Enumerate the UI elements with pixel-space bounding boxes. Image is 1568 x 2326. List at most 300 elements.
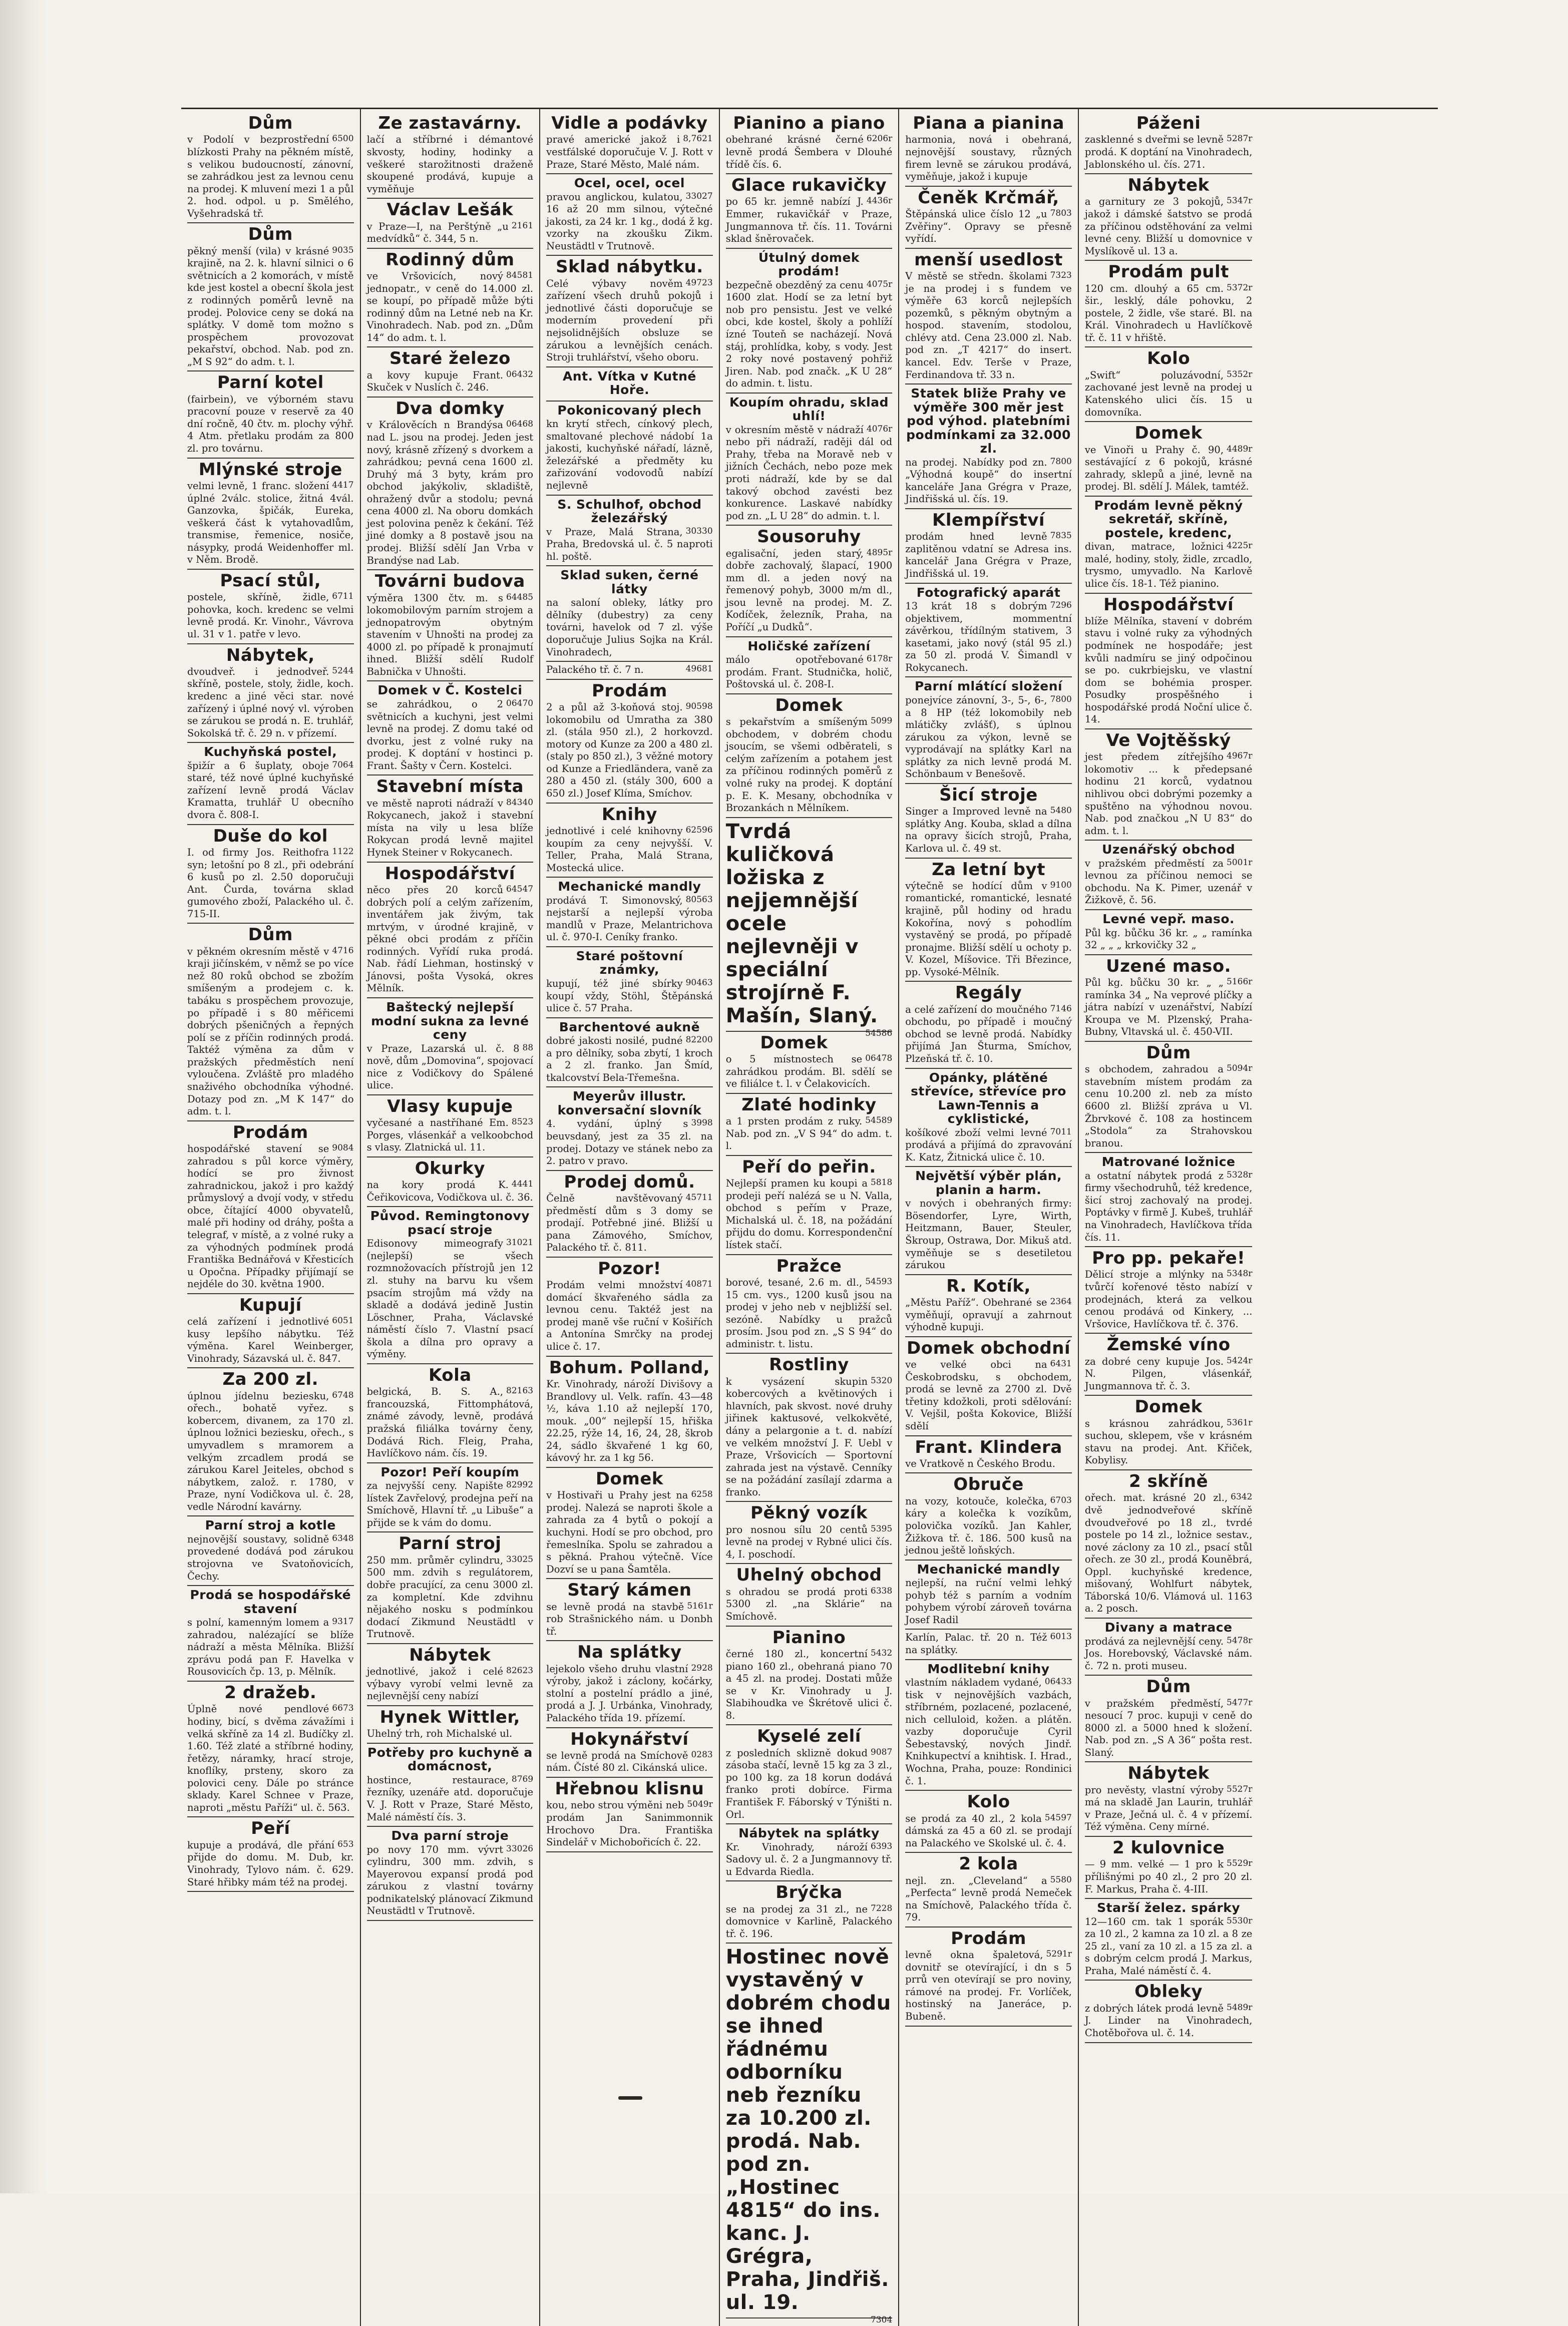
ad-body: výtečně se hodící dům v romantické, romantické, lesnaté krajině, půl hodiny od hradu Kokořína, nový s pohodlím vystavěný se prodá, po případě pronajme. Bližší sdělí u ochoty p. V. Kozel, Míšovice. Tři Březince, pp. Vysoké-Mělník.: [905, 880, 1072, 978]
column-4: [720, 109, 900, 2326]
ad-heading: Původ. Remingtonovy psací stroje: [370, 1209, 530, 1237]
classified-ad: [546, 1641, 713, 1728]
classified-ad: [546, 496, 713, 567]
ad-body: levně okna špaletová, dovnitř se otevírající, i dn s 5 prrů ven otevírají se pro noviny, rámové na prodej. Fr. Vorlíček, hostinský na Janeráce, p. Bubeně.: [905, 1949, 1072, 2023]
ad-code: 7011: [1050, 1126, 1072, 1137]
ad-heading: Továrni budova: [374, 571, 525, 592]
ad-heading: Domek obchodní: [906, 1338, 1071, 1358]
ad-code: 8523: [511, 1117, 534, 1127]
ad-body: 12—160 cm. tak 1 sporák za 10 zl., 2 kamna za 10 zl. a 8 ze 25 zl., vaní za 10 zl. a 15 za zl. a s dobrým celcm prodá J. Markus, Praha, Malé náměstí č. 4.: [1084, 1915, 1253, 1977]
ad-heading: Nábytek na splátky: [738, 1826, 880, 1841]
ad-code: 82163: [506, 1386, 534, 1396]
ad-text: [367, 369, 534, 394]
ad-text: [546, 1663, 713, 1725]
ad-text: [905, 1127, 1072, 1164]
ad-code: 5352r: [1227, 369, 1253, 379]
ad-heading: Parní mlátící složení: [915, 679, 1063, 694]
ad-heading: Kyselé zelí: [757, 1726, 861, 1747]
classified-ad: [726, 1502, 893, 1564]
ad-code: 5166r: [1227, 977, 1253, 987]
ad-text: [367, 1117, 534, 1154]
ad-code: 5244: [332, 665, 354, 676]
ad-heading: Sklad nábytku.: [556, 257, 703, 277]
classified-ad: [905, 982, 1072, 1068]
ad-body: pro nosnou sílu 20 centů levně na prodej v Rybné ulici čís. 4, I. poschodí.: [725, 1523, 893, 1560]
ad-text: [905, 1949, 1072, 2023]
classified-ad: [187, 825, 354, 924]
classified-ad: [1085, 1042, 1253, 1153]
ad-code: 4075r: [866, 279, 893, 289]
ad-text: [1085, 858, 1253, 907]
ad-text: [905, 457, 1072, 506]
ad-body: nejnovější soustavy, solidně provedené dodává pod zárukou strojovna ve Svatoňovicích, Čechy.: [187, 1533, 354, 1582]
classified-ad: [1085, 261, 1253, 347]
classified-ad: [546, 662, 713, 680]
ad-text: [726, 424, 893, 523]
ad-code: 5477r: [1227, 1697, 1253, 1708]
ad-body: o 5 místnostech se zahrádkou prodám. Bl. sdělí se ve filiálce t. l. v Čelakovicích.: [725, 1053, 893, 1090]
ad-heading: Čeněk Krčmář,: [918, 187, 1059, 208]
ad-text: [187, 1533, 354, 1583]
ad-body: postele, skříně, židle, pohovka, koch. kredenc se velmi levně prodá. Kr. Vinohr., Vávrova ul. 31 v 1. patře v levo.: [187, 591, 354, 640]
ad-text: [367, 1555, 534, 1641]
ad-body: a celé zařízení do moučného obchodu, po případě i moučný obchod se levně prodá. Nabídky přijímá Jan Šturma, Smíchov, Plzeňská tř. č. 10.: [905, 1003, 1072, 1065]
classified-ad: [546, 1171, 713, 1258]
ad-code: 49723: [685, 277, 713, 288]
ad-heading: Domek: [595, 1468, 664, 1489]
ad-body: Nejlepší pramen ku koupi a prodeji peří nalézá se u N. Valla, obchod s peřím v Praze, Michalská ul. č. 18, na požádání přijdu do domu. Korrespondenční lístek stačí.: [725, 1178, 893, 1251]
ad-heading: Matrované ložnice: [1101, 1154, 1236, 1170]
ad-heading: Levné vepř. maso.: [1102, 912, 1235, 927]
ad-heading: Žemské víno: [1106, 1335, 1231, 1355]
ad-code: 5348r: [1227, 1269, 1253, 1279]
ad-text: [1085, 977, 1253, 1038]
ad-code: 5161r: [687, 1601, 713, 1611]
classified-ad: [905, 1791, 1072, 1853]
ad-code: 54586: [865, 1028, 893, 1038]
ad-text: [1085, 283, 1253, 344]
ad-body: dobré jakosti nosilé, pudné a pro dělníky, soba zbytí, 1 kroch a 2 zl. franko. Jan Šmíd, tkalcovství Bela-Třemešna.: [546, 1035, 713, 1083]
ad-text: [726, 279, 893, 390]
ad-body: pravé americké jakož i vestfálské doporučuje V. J. Rott v Praze, Staré Město, Malé nám.: [546, 134, 713, 170]
classified-ad: [367, 112, 534, 199]
ad-text: [905, 880, 1072, 979]
classified-ad: [1085, 1334, 1253, 1396]
classified-ad: [725, 1944, 893, 2325]
ad-text: [187, 1839, 354, 1888]
ad-text: [1085, 134, 1253, 171]
ad-heading: Tvrdá kuličková ložiska z nejjemnější ocele nejlevněji v speciální strojírně F. Mašín, Slaný.: [725, 820, 878, 1027]
classified-ad: [187, 112, 354, 223]
ad-code: 653: [337, 1839, 354, 1849]
ad-text: [546, 134, 713, 171]
ad-heading: Ve Vojtěšský: [1106, 730, 1231, 750]
ad-text: [187, 666, 354, 739]
ad-code: 4076r: [866, 424, 893, 434]
ad-body: 2 a půl až 3-koňová stoj. lokomobilu od Umratha za 380 zl. (stála 950 zl.), 2 horkovzd. motory od Kunze za 200 a 480 zl. (staly po 850 zl.), 3 věžné motory od Kunze a Friedländera, vaně za 280 a 450 zl. (stály 300, 600 a 650 zl.) Josef Klíma, Smíchov.: [546, 701, 713, 799]
ad-code: 3998: [691, 1118, 713, 1128]
ad-body: se na prodej za 31 zl., ne domovnice v Karlině, Palackého tř. č. 196.: [725, 1903, 893, 1940]
classified-ad: [1085, 347, 1253, 422]
classified-ad: [905, 1275, 1072, 1337]
ad-text: [187, 946, 354, 1118]
ad-heading: Starší želez. spárky: [1097, 1900, 1241, 1915]
ad-text: [1085, 1492, 1253, 1615]
classified-ad: [1085, 1470, 1253, 1619]
classified-ad: [726, 1255, 893, 1354]
ad-body: s polní, kamenným lomem a zahradou, nalézající se blíže nádraží a města Mělníka. Bližší zprávu podá pan F. Havelka v Rousovicích čp. 13, p. Mělník.: [187, 1617, 354, 1678]
ad-code: 7835: [1050, 531, 1072, 541]
ad-heading: Stavební místa: [376, 777, 524, 797]
ad-code: 9317: [332, 1617, 354, 1627]
ad-heading: Hostinec nově vystavěný v dobrém chodu se ihned řádnému odborníku neb řezníku za 10.200 zl. prodá. Nab. pod zn. „Hostinec 4815“ do ins. kanc. J. Grégra, Praha, Jindřiš. ul. 19.: [725, 1946, 891, 2314]
ad-heading: 2 kola: [959, 1854, 1018, 1874]
classified-ad: [905, 1167, 1072, 1275]
classified-ad: [905, 187, 1072, 249]
ad-code: 9100: [1050, 880, 1072, 890]
ad-text: [1085, 751, 1253, 837]
ad-text: [905, 1875, 1072, 1924]
ad-body: kupují, též jiné sbírky koupí vždy, Stöhl, Štěpánská ulice č. 57 Praha.: [546, 977, 713, 1014]
ad-body: blíže Mělníka, stavení v dobrém stavu i volné ruky za výhodných podmínek ne hospodáře; jest kvůli nadmíru se jiný odpočinou se po. cukrbiejsku, ve vlastní dom se bohémia prosper. Posudky prospěšného i hospodářské prodá Noční ulice č. 14.: [1084, 615, 1253, 725]
classified-ad: [726, 526, 893, 637]
ad-heading: Fotografický aparát: [916, 585, 1061, 600]
ad-body: s krásnou zahrádkou, suchou, sklepem, vše v krásném stavu na prodej. Ant. Křiček, Kobylisy.: [1084, 1417, 1253, 1466]
ad-body: — 9 mm. velké — 1 pro k přílišnými po 40 zl., 2 pro 20 zl. F. Markus, Praha č. 4-III.: [1084, 1858, 1253, 1895]
ad-body: harmonia, nová i obehraná, nejnovější soustavy, různých firem levně se zárukou prodává, vyměňuje, jakož i kupuje: [905, 134, 1072, 183]
ad-code: 5818: [871, 1178, 893, 1188]
ad-code: 6500: [332, 134, 354, 144]
ad-text: [367, 134, 534, 195]
ad-heading: Sousoruhy: [757, 527, 861, 547]
ad-body: hospodářské stavení se zahradou s půl korce výměry, hodící se pro živnost zahradnickou, jakož i pro každý průmyslový a dvojí vody, v středu obce, čítající 4000 obyvatelů, malé při hodiny od dráhy, pošta a telegraf, v místě, a z volné ruky a za výhodných podmínek prodá Františka Bednářová v Křesticích u Opočna. Případky přijímají se nejdéle do 30. května 1900.: [187, 1143, 354, 1290]
classified-ad: [367, 776, 534, 862]
ad-text: [905, 1198, 1072, 1271]
ad-body: 120 cm. dlouhý a 65 cm. šir., lesklý, dále pohovku, 2 postele, 2 židle, vše staré. Bl. na Král. Vinohradech u Havlíčkově tř. č. 11 v hřiště.: [1084, 282, 1253, 343]
ad-text: [1085, 1698, 1253, 1759]
ad-body: za nejvyšší ceny. Napište lístek Zavřelový, prodejna peří na Smíchově, Hlavní tř. „u Libuše“ a přijde se k vám do domu.: [366, 1480, 534, 1528]
ad-code: 7803: [1050, 208, 1072, 219]
ad-body: ponejvíce zánovní, 3-, 5-, 6-, a 8 HP (též lokomobily neb mlátičky zvlášť), s úplnou zárukou za výkon, levně se vyprodávají na splátky Karl na splátky za nich levně prodá M. Schönbaum v Benešově.: [905, 694, 1072, 780]
ad-text: [726, 1277, 893, 1350]
ad-text: [1085, 444, 1253, 493]
ad-heading: Pozor!: [598, 1258, 661, 1279]
classified-ad: [546, 680, 713, 804]
ad-body: kou, nebo strou výměni neb prodám Jan Sanimmonnik Hrochovo Dra. Františka Sindelář v Michobořicích č. 22.: [546, 1799, 713, 1848]
ad-text: [726, 1376, 893, 1499]
ad-code: 6711: [332, 591, 354, 602]
ad-body: jednotlivé, jakož i celé výbavy vyrobí velmi levně za nejlevnější ceny nabízí: [366, 1666, 534, 1702]
ad-text: [367, 1179, 534, 1204]
ad-body: velmi levně, 1 franc. složení úplné 2válc. stolice, žitná 4vál. Ganzovka, špičák, Eureka, veškerá část k vytahovadlům, transmise, řemenice, nosiče, násypky, prodá Weidenhoffer ml. v Něm. Brodě.: [187, 480, 354, 566]
ad-body: a kovy kupuje Frant. Skuček v Nuslích č. 246.: [366, 369, 504, 394]
ad-heading: Pro pp. pekaře!: [1092, 1248, 1246, 1269]
ad-text: [546, 895, 713, 944]
ad-body: v nových i obehraných firmy: Bösendorfer, Lyre, Wirth, Heitzmann, Bauer, Steuler, Škroup, Ostrawa, Dor. Mikuš atd. vyměňuje se s desetiletou zárukou: [905, 1198, 1072, 1271]
classified-ad: [367, 1095, 534, 1157]
ad-heading: Rodinný dům: [385, 249, 515, 270]
ad-heading: Za letní byt: [932, 859, 1045, 880]
ad-code: 54593: [865, 1277, 893, 1287]
ad-heading: Pražce: [776, 1256, 842, 1276]
ad-heading: Modlitební knihy: [927, 1661, 1050, 1676]
ad-code: 31021: [506, 1238, 534, 1248]
ad-code: 5049r: [687, 1799, 713, 1810]
ad-text: [546, 1378, 713, 1464]
column-3: [540, 109, 720, 2326]
ad-text: [546, 1750, 713, 1774]
ad-heading: Hynek Wittler,: [379, 1707, 521, 1727]
ad-body: Celé výbavy nověm zařízení všech druhů pokojů i jednotlivé části doporučuje se moderním provedení při nejsolidnějších obsluze se zárukou a levnějších cenách. Stroji truhlářství, všeho oboru.: [546, 277, 713, 363]
ad-text: [905, 208, 1072, 245]
ad-code: 90598: [685, 701, 713, 712]
column-6: [1079, 109, 1259, 2326]
ad-heading: Glace rukavičky: [731, 175, 887, 196]
ad-body: jednotlivé i celé knihovny koupím za ceny nejvyšší. V. Teller, Praha, Malá Strana, Mostecká ulice.: [546, 825, 713, 874]
ad-body: I. od firmy Jos. Reithofra syn; letošní po 8 zl., při odebrání 6 kusů po zl. 2.50 doporučuji Ant. Čurda, továrna sklad gumového zboží, Palackého ul. č. 715-II.: [187, 846, 354, 920]
ad-heading: R. Kotík,: [946, 1276, 1031, 1296]
ad-heading: Dům: [1146, 1042, 1191, 1063]
ad-code: 64485: [506, 592, 534, 602]
ad-heading: Hokynářství: [570, 1729, 689, 1749]
ad-heading: Kupují: [239, 1295, 302, 1315]
ad-text: [726, 134, 893, 171]
classified-ad: [1085, 1762, 1253, 1837]
ad-code: 06433: [1044, 1677, 1072, 1687]
ad-heading: Páženi: [1136, 113, 1201, 133]
classified-ad: [546, 256, 713, 367]
ad-body: kn krytí střech, cínkový plech, smaltované plechové nádobí 1a jakosti, kuchyňské nářadí, lázně, železářské a předměty ku zařizování vodovodů nabízí nejlevně: [546, 418, 713, 492]
ad-body: Edisonovy mimeografy (nejlepší) se všech rozmnožovacích přístrojů jen 12 zl. stuhy na barvu ku všem psacím strojům má vždy na skladě a dodává jedině Justin Löschner, Praha, Václavské náměstí číslo 7. Vlastní psací škola a dílna pro opravy a výměny.: [366, 1238, 534, 1360]
ad-code: 82200: [685, 1035, 713, 1045]
ad-code: 6748: [332, 1390, 354, 1400]
ad-body: v pěkném okresním městě v kraji jičínském, v němž se po více než 80 roků obchod se zbožím smíšeným a prodejem c. k. tabáku s prospěchem provozuje, po případě i s 80 měřicemi dobrých pšeničných a řepných polí se z příčin rodinných prodá. Taktéž výměna za dům v pražských předměstích není vyloučena. Zvláště pro mladého snaživého obchodníka výhodné. Dotazy pod zn. „M K 147“ do adm. t. l.: [187, 945, 354, 1117]
ad-code: 62596: [685, 825, 713, 835]
classified-ad: [726, 1354, 893, 1502]
ad-heading: Potřeby pro kuchyně a domácnost,: [367, 1745, 533, 1774]
ad-heading: Obruče: [953, 1474, 1024, 1495]
ad-body: s obchodem, zahradou a stavebním místem prodám za cenu 10.200 zl. neb za místo 6600 zl. Bližší zpráva u Vl. Žbrvkové č. 108 za hostincem „Stodola“ za Strahovskou branou.: [1084, 1063, 1253, 1149]
ad-heading: Uzené maso.: [1106, 956, 1232, 976]
ad-text: [187, 760, 354, 822]
ad-body: 4. vydání, úplný s beuvsdaný, jest za 35 zl. na prodej. Dotazy ve stánek nebo za 2. patro v pravo.: [546, 1118, 713, 1167]
classified-ad: [367, 398, 534, 570]
ad-code: 5372r: [1227, 282, 1253, 293]
ad-heading: menší usedlost: [914, 249, 1063, 270]
ad-heading: Prodá se hospodářské stavení: [190, 1588, 351, 1616]
ad-heading: Kolo: [967, 1792, 1010, 1812]
ad-body: prodává za nejlevnější ceny. Jos. Horebovský, Václavské nám. č. 72 n. proti museu.: [1084, 1635, 1253, 1672]
ad-code: 4441: [511, 1179, 534, 1190]
ad-code: 4489r: [1227, 444, 1253, 454]
ad-code: 7800: [1050, 456, 1072, 467]
classified-ad: [726, 1094, 893, 1156]
ad-text: [367, 698, 534, 772]
ad-heading: Peří do peřin.: [742, 1156, 876, 1177]
classified-ad: [905, 584, 1072, 678]
ad-heading: Prodám: [951, 1928, 1026, 1949]
ad-text: [905, 1458, 1072, 1470]
ad-text: [1085, 1418, 1253, 1467]
ad-body: málo opotřebované prodám. Frant. Studnička, holič, Poštovská ul. č. 208-I.: [725, 654, 893, 690]
classified-ad: [546, 1728, 713, 1778]
ad-body: úplnou jídelnu beziesku, ořech., bohatě vyřez. s kobercem, divanem, za 170 zl. úplnou ložnici beziesku, ořech., s umyvadlem s mramorem a velkým zrcadlem prodá se zárukou Karel Jeiteles, obchod s nábytkem, založ. r. 1780, v Praze, nyní Vodičkova ul. č. 28, vedle Národní kavárny.: [187, 1390, 354, 1512]
column-1: [181, 109, 361, 2326]
ad-text: [367, 592, 534, 678]
ad-text: [1085, 1170, 1253, 1244]
ad-code: 5489r: [1227, 2002, 1253, 2013]
ad-body: belgická, B. S. A., francouzská, Fittomphátová, známé závody, levně, prodává pražská filiálka továrny čeny, Dodává Rich. Fleig, Praha, Havlíčkovo nám. čís. 19.: [366, 1386, 534, 1459]
ad-text: [546, 191, 713, 253]
ad-text: [726, 1178, 893, 1251]
ad-body: 250 mm. průměr cylindru, 500 mm. zdvih s regulátorem, dobře pracující, za cenu 3000 zl. za kompletní. Kde zdvihnu nějakého nosku s podmínkou dodací Zikmund Neustädtl v Trutnově.: [366, 1554, 534, 1640]
ad-body: černé 180 zl., koncertní piano 160 zl., obehraná piano 70 a 45 zl. na prodej. Dostati může se v Kr. Vinohrady u J. Slabihoudka ve Škrétově ulici č. 8.: [725, 1648, 893, 1721]
classified-ad: [187, 644, 354, 743]
ad-code: 49681: [685, 664, 713, 674]
ad-body: Štěpánská ulice číslo 12 „u Zvěřiny“. Opravy se přesně vyřídí.: [905, 208, 1072, 245]
ad-code: 6206r: [866, 134, 893, 144]
ad-code: 6258: [691, 1489, 713, 1500]
ad-body: zasklenné s dveřmi se levně prodá. K doptání na Vinohradech, Jablonského ul. čís. 271.: [1084, 134, 1253, 170]
ad-body: špižír a 6 šuplaty, oboje staré, též nové úplné kuchyňské zařízení levně prodá Václav Kramatta, truhlář U obecního dvora č. 808-I.: [187, 759, 354, 821]
ad-heading: Koupím ohradu, sklad uhlí!: [729, 395, 889, 424]
ad-text: [1085, 196, 1253, 257]
ad-body: výměra 1300 čtv. m. s lokomobilovým parním strojem a jednopatrovým obytným stavením v Uhnošti na prodej za 4000 zl. po případě k pronajmutí ihned. Bližší sdělí Rudolf Babnička v Uhnošti.: [366, 592, 534, 677]
ad-heading: Starý kámen: [567, 1580, 692, 1601]
ad-heading: Klempířství: [932, 510, 1045, 530]
ad-body: celá zařízení i jednotlivé kusy lepšího nábytku. Též výměna. Karel Weinberger, Vinohrady, Sázavská ul. č. 847.: [187, 1316, 354, 1364]
classified-ad: [726, 249, 893, 394]
ad-text: [367, 1480, 534, 1529]
ad-body: z posledních sklizně dokud zásoba stačí, levně 15 kg za 3 zl., po 100 kg. za 18 korun dodává franko proti dobírce. Firma František F. Fáborský v Týništi n. Orl.: [725, 1747, 893, 1820]
ad-code: 7064: [332, 759, 354, 770]
classified-ad: [726, 1824, 893, 1881]
ad-text: [546, 825, 713, 874]
classified-ad: [187, 1368, 354, 1516]
ad-text: [187, 394, 354, 455]
ad-text: [905, 1632, 1072, 1656]
classified-ad: [905, 1473, 1072, 1560]
ad-heading: Piana a pianina: [913, 113, 1064, 133]
ad-heading: Prodám: [592, 680, 667, 701]
ad-heading: Dům: [1146, 1677, 1191, 1697]
ad-heading: Obleky: [1134, 1982, 1203, 2002]
ad-body: v Hostivaři u Prahy jest na prodej. Nalezá se naproti škole a zahrada za 4 bytů o pokojí a kuchyni. Hodí se pro obchod, pro řemeslníka. Spolu se zahradou a s pěkná. Prahou výtečně. Více Dozví se u pana Šamtěla.: [546, 1489, 713, 1575]
ad-body: Půl kg. bůčku 36 kr. „ „ ramínka 32 „ „ „ krkovičky 32 „: [1084, 927, 1253, 951]
classified-ad: [1085, 1899, 1253, 1981]
ad-text: [905, 134, 1072, 183]
classified-ad: [1085, 1153, 1253, 1247]
ad-text: [905, 1677, 1072, 1787]
classified-ad: [546, 1579, 713, 1641]
classified-ad: [187, 1121, 354, 1294]
ad-text: [367, 419, 534, 567]
ad-heading: Parní stroj a kotle: [205, 1518, 336, 1533]
classified-ad: [187, 1817, 354, 1892]
ad-text: [726, 548, 893, 634]
ad-heading: Dům: [248, 224, 293, 245]
classified-ad: [905, 1660, 1072, 1791]
ad-code: 9087: [871, 1747, 893, 1757]
classified-ad: [726, 1627, 893, 1726]
ad-text: [546, 1799, 713, 1848]
ad-body: se levně prodá na stavbě rob Strašnického nám. u Donbh tř.: [546, 1601, 713, 1637]
ad-body: lačí a stříbrné i démantové skvosty, hodiny, hodinky a veškeré starožitnosti draženě skoupené prodává, kupuje a vyměňuje: [366, 134, 534, 195]
ad-heading: Parní stroj: [399, 1533, 502, 1554]
ad-code: 2364: [1050, 1297, 1072, 1307]
ad-heading: Pozor! Peří koupím: [380, 1464, 520, 1479]
ad-heading: Barchentové aukně: [559, 1019, 700, 1034]
ad-body: ve Vratkově n Českého Brodu.: [905, 1457, 1055, 1469]
column-2: [361, 109, 541, 2326]
ad-heading: Brýčka: [775, 1882, 843, 1903]
ad-text: [367, 1774, 534, 1823]
ad-body: v Praze—I, na Perštýně „u medvídků“ č. 344, 5 n.: [366, 220, 509, 245]
ad-body: ve Vršovicích, nový jednopatr., v ceně do 14.000 zl. se koupí, po případě může býti rodinný dům na Letné neb na Kr. Vinohradech. Nab. pod zn. „Dům 14“ do adm. t. l.: [366, 270, 534, 343]
classified-ad: [905, 784, 1072, 859]
ad-text: [726, 654, 893, 691]
ad-code: 5527r: [1227, 1784, 1253, 1794]
ad-code: 4967r: [1227, 751, 1253, 761]
ad-text: [1085, 2003, 1253, 2040]
ad-heading: Největší výběr plán, planin a harm.: [915, 1169, 1062, 1197]
ad-heading: Holičské zařízení: [747, 638, 871, 653]
ad-code: 9084: [332, 1143, 354, 1153]
ad-text: [905, 1004, 1072, 1065]
ad-text: [726, 196, 893, 245]
ad-text: [726, 1524, 893, 1561]
classified-ad: [187, 924, 354, 1121]
ad-body: ve velké obci na Českobrodsku, s obchodem, prodá se levně za 2700 zl. Dvě třetiny kdožkoli, proti sdělování: V. Vejšil, pošta Kokovice, Bližší sdělí: [905, 1359, 1072, 1432]
ad-body: v pražském předměstí, nesoucí 7 proc. kupuji v ceně do 8000 zl. a 5000 hned k složení. Nab. pod zn. „S A 36“ pošta rest. Slaný.: [1084, 1697, 1253, 1758]
ad-body: borové, tesané, 2.6 m. dl., 15 cm. vys., 1200 kusů jsou na prodej v jeho neb v nejbližší sel. sezóně. Nabídky u pražců prosím. Jsou pod zn. „S S 94“ do administr. t. listu.: [725, 1277, 893, 1350]
ad-heading: Ant. Vítka v Kutné Hoře.: [563, 368, 696, 398]
ad-heading: Nábytek: [409, 1645, 491, 1665]
classified-ad: [1085, 497, 1253, 594]
ad-text: [726, 1747, 893, 1821]
classified-ad: [546, 1357, 713, 1468]
ad-heading: 2 kulovnice: [1112, 1838, 1225, 1858]
classified-ad: [1085, 1837, 1253, 1899]
classified-ad: [546, 367, 713, 402]
ad-code: 82992: [506, 1480, 534, 1490]
classified-ad: [367, 570, 534, 681]
classified-ad: [367, 863, 534, 998]
ad-code: 06468: [506, 419, 534, 430]
ad-heading: Hospodářství: [384, 863, 515, 884]
ad-heading: Opánky, plátěné střevíce, střevíce pro Lawn-Tennis a cyklistické,: [911, 1070, 1066, 1126]
ad-body: na prodej. Nabídky pod zn. „Výhodná koupě“ do insertní kanceláře Jana Grégra v Praze, Jindřišská ul. čís. 19.: [905, 456, 1072, 505]
classified-ad: [726, 174, 893, 249]
ad-heading: 2 skříně: [1129, 1471, 1209, 1491]
classified-ad: [546, 804, 713, 878]
classified-ad: [1085, 910, 1253, 955]
classified-ad: [726, 1725, 893, 1824]
ad-code: 7323: [1050, 270, 1072, 281]
ad-code: 6348: [332, 1533, 354, 1543]
classified-ad: [546, 1087, 713, 1171]
ad-code: 5328r: [1227, 1170, 1253, 1180]
ad-body: košíkové zboží velmi levné prodává a přijímá do zpravování K. Katz, Žitnická ulice č. 10.: [905, 1126, 1072, 1163]
ad-body: na kory prodá K. Čeřikovicova, Vodičkova ul. č. 36.: [366, 1179, 533, 1203]
classified-ad: [905, 677, 1072, 784]
ad-body: a 1 prsten prodám z ruky. Nab. pod zn. „V S 94“ do adm. t. l.: [725, 1115, 893, 1152]
classified-ad: [546, 1258, 713, 1357]
ad-body: s ohradou se prodá proti 5300 zl. „na Sklárie“ na Smíchově.: [725, 1586, 893, 1622]
ad-text: [726, 1648, 893, 1722]
ad-body: v Králověcích n Brandýsa nad L. jsou na prodej. Jeden jest nový, krásně zřízený s dvorkem a zahrádkou; pevná cena 1600 zl. Druhý má 3 byty, krám pro obchod jakýkoliv, skladiště, ohražený dvůr a stodolu; pevná cena 4000 zl. Na oboru domkách jest polovina peněz k čekání. Též jiné domky a 8 postavě jsou na prodej. Bližší sdělí Jan Vrba v Brandýse nad Lab.: [366, 419, 534, 566]
ad-heading: Prodám pult: [1108, 262, 1229, 282]
